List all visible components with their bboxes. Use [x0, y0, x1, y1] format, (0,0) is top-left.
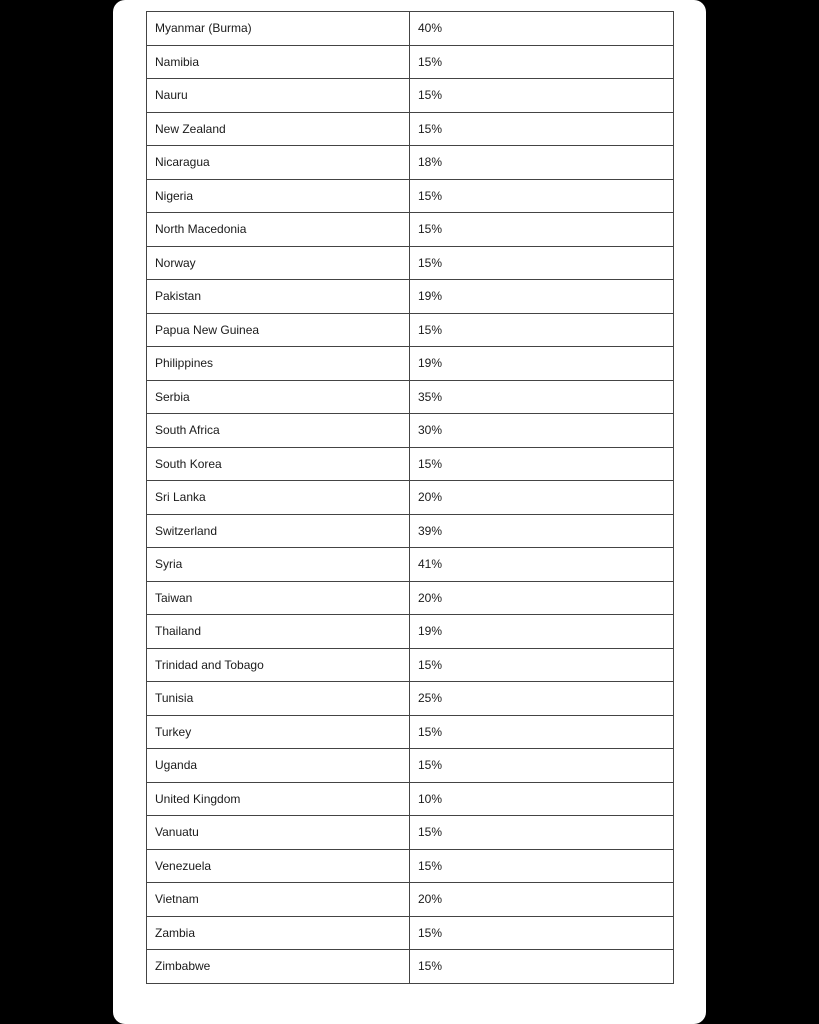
country-cell: Venezuela: [147, 849, 410, 883]
rate-cell: 35%: [410, 380, 674, 414]
table-row: [147, 581, 674, 615]
country-cell: Zambia: [147, 916, 410, 950]
table-row: [147, 79, 674, 113]
country-cell: Syria: [147, 548, 410, 582]
table-row: [147, 916, 674, 950]
rate-cell: 15%: [410, 715, 674, 749]
rate-cell: 39%: [410, 514, 674, 548]
rate-cell: 15%: [410, 648, 674, 682]
rate-cell: 19%: [410, 615, 674, 649]
rate-cell: 19%: [410, 347, 674, 381]
table-row: [147, 548, 674, 582]
rate-cell: 15%: [410, 45, 674, 79]
rate-cell: 15%: [410, 213, 674, 247]
country-cell: Norway: [147, 246, 410, 280]
country-cell: Papua New Guinea: [147, 313, 410, 347]
table-row: [147, 782, 674, 816]
table-row: [147, 648, 674, 682]
country-cell: Vanuatu: [147, 816, 410, 850]
country-cell: Vietnam: [147, 883, 410, 917]
rate-cell: 19%: [410, 280, 674, 314]
table-row: [147, 883, 674, 917]
table-row: [147, 313, 674, 347]
country-cell: Sri Lanka: [147, 481, 410, 515]
table-row: [147, 849, 674, 883]
table-row: [147, 816, 674, 850]
rate-cell: 15%: [410, 849, 674, 883]
table-row: [147, 414, 674, 448]
rate-cell: 15%: [410, 246, 674, 280]
country-cell: Serbia: [147, 380, 410, 414]
rate-cell: 20%: [410, 481, 674, 515]
rate-cell: 15%: [410, 447, 674, 481]
country-cell: Tunisia: [147, 682, 410, 716]
rate-cell: 15%: [410, 313, 674, 347]
country-cell: Trinidad and Tobago: [147, 648, 410, 682]
rate-cell: 40%: [410, 12, 674, 46]
rate-cell: 41%: [410, 548, 674, 582]
table-row: [147, 179, 674, 213]
table-row: [147, 347, 674, 381]
table-row: [147, 12, 674, 46]
rate-cell: 15%: [410, 950, 674, 984]
tariff-table: [146, 11, 674, 984]
table-row: [147, 749, 674, 783]
country-cell: New Zealand: [147, 112, 410, 146]
country-cell: United Kingdom: [147, 782, 410, 816]
rate-cell: 15%: [410, 179, 674, 213]
rate-cell: 15%: [410, 916, 674, 950]
rate-cell: 20%: [410, 581, 674, 615]
country-cell: South Africa: [147, 414, 410, 448]
country-cell: Myanmar (Burma): [147, 12, 410, 46]
table-row: [147, 112, 674, 146]
table-row: [147, 514, 674, 548]
table-body: [147, 12, 674, 984]
country-cell: Nigeria: [147, 179, 410, 213]
table-row: [147, 715, 674, 749]
table-row: [147, 146, 674, 180]
document-card: [113, 0, 706, 1024]
table-row: [147, 447, 674, 481]
country-cell: South Korea: [147, 447, 410, 481]
country-cell: Namibia: [147, 45, 410, 79]
rate-cell: 10%: [410, 782, 674, 816]
rate-cell: 15%: [410, 79, 674, 113]
rate-cell: 15%: [410, 816, 674, 850]
table-row: [147, 280, 674, 314]
rate-cell: 20%: [410, 883, 674, 917]
country-cell: Taiwan: [147, 581, 410, 615]
rate-cell: 25%: [410, 682, 674, 716]
country-cell: Nicaragua: [147, 146, 410, 180]
country-cell: Nauru: [147, 79, 410, 113]
rate-cell: 15%: [410, 112, 674, 146]
country-cell: Zimbabwe: [147, 950, 410, 984]
country-cell: Philippines: [147, 347, 410, 381]
table-row: [147, 615, 674, 649]
rate-cell: 30%: [410, 414, 674, 448]
country-cell: Thailand: [147, 615, 410, 649]
table-row: [147, 950, 674, 984]
table-row: [147, 481, 674, 515]
country-cell: Switzerland: [147, 514, 410, 548]
table-row: [147, 213, 674, 247]
country-cell: Uganda: [147, 749, 410, 783]
country-cell: Turkey: [147, 715, 410, 749]
table-row: [147, 682, 674, 716]
rate-cell: 18%: [410, 146, 674, 180]
table-row: [147, 246, 674, 280]
table-row: [147, 380, 674, 414]
country-cell: Pakistan: [147, 280, 410, 314]
country-cell: North Macedonia: [147, 213, 410, 247]
table-row: [147, 45, 674, 79]
rate-cell: 15%: [410, 749, 674, 783]
